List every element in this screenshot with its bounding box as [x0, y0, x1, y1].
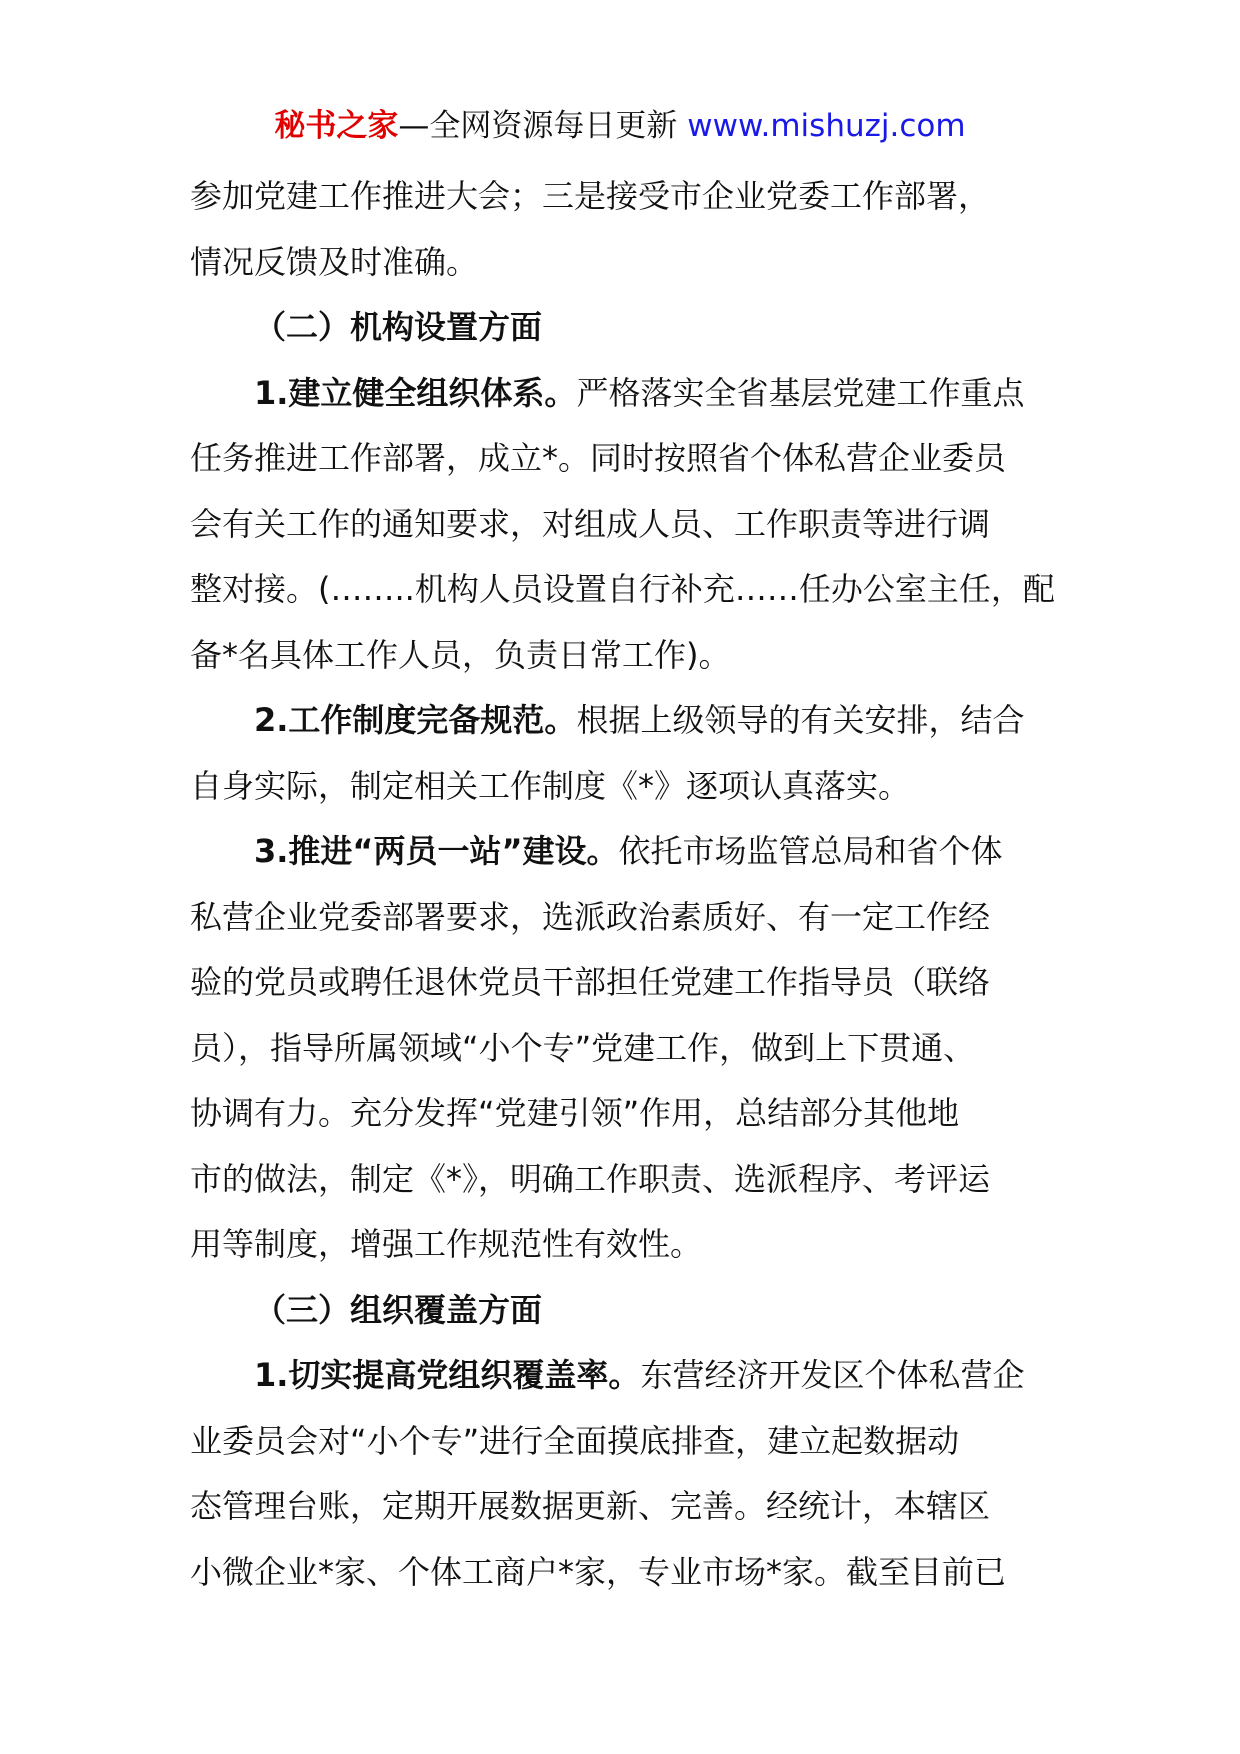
body-line	[190, 1081, 1060, 1147]
body-line	[190, 623, 1060, 689]
document-body	[190, 164, 1060, 1605]
line-text: 严格落实全省基层党建工作重点	[576, 373, 1025, 412]
site-url: www.mishuzj.com	[687, 108, 966, 144]
line-text: 任务推进工作部署，成立*。同时按照省个体私营企业委员	[190, 439, 1007, 477]
body-line	[190, 1016, 1060, 1082]
line-text: 情况反馈及时准确。	[190, 242, 479, 281]
line-text: 备*名具体工作人员，负责日常工作)。	[190, 635, 731, 674]
header-tagline: —全网资源每日更新	[398, 108, 688, 144]
brand-name: 秘书之家	[274, 108, 399, 144]
body-line	[190, 950, 1060, 1016]
body-line	[190, 688, 1060, 754]
heading-text: （二）机构设置方面	[254, 308, 543, 346]
line-text: 参加党建工作推进大会；三是接受市企业党委工作部署，	[190, 177, 991, 215]
body-line	[190, 885, 1060, 951]
body-line	[190, 1540, 1060, 1606]
body-line	[190, 1147, 1060, 1213]
line-text: 态管理台账，定期开展数据更新、完善。经统计，本辖区	[190, 1487, 991, 1525]
body-line	[190, 1343, 1060, 1409]
line-text: 整对接。(……..机构人员设置自行补充……任办公室主任，配	[190, 570, 1055, 608]
line-text: 员），指导所属领域“小个专”党建工作，做到上下贯通、	[190, 1028, 976, 1067]
item-title: 1.切实提高党组织覆盖率。	[254, 1356, 641, 1394]
line-text: 用等制度，增强工作规范性有效性。	[190, 1225, 703, 1263]
body-line	[190, 361, 1060, 427]
site-watermark-header	[0, 104, 1240, 148]
body-line	[190, 1212, 1060, 1278]
body-line	[190, 492, 1060, 558]
line-text: 会有关工作的通知要求，对组成人员、工作职责等进行调	[190, 504, 991, 543]
line-text: 业委员会对“小个专”进行全面摸底排查，建立起数据动	[190, 1421, 960, 1460]
body-line	[190, 1474, 1060, 1540]
line-text: 东营经济开发区个体私营企	[640, 1356, 1025, 1394]
line-text: 依托市场监管总局和省个体	[618, 832, 1003, 870]
item-title: 2.工作制度完备规范。	[254, 701, 577, 739]
line-text: 市的做法，制定《*》，明确工作职责、选派程序、考评运	[190, 1159, 991, 1198]
line-text: 根据上级领导的有关安排，结合	[576, 701, 1025, 739]
heading-text: （三）组织覆盖方面	[254, 1290, 543, 1329]
body-line	[190, 557, 1060, 623]
line-text: 私营企业党委部署要求，选派政治素质好、有一定工作经	[190, 897, 991, 936]
body-line	[190, 164, 1060, 230]
line-text: 验的党员或聘任退休党员干部担任党建工作指导员（联络	[190, 963, 991, 1001]
item-title: 3.推进“两员一站”建设。	[254, 832, 619, 870]
body-line	[190, 1409, 1060, 1475]
body-line	[190, 754, 1060, 820]
line-text: 小微企业*家、个体工商户*家，专业市场*家。截至目前已	[190, 1552, 1007, 1591]
section-heading	[190, 1278, 1060, 1344]
line-text: 协调有力。充分发挥“党建引领”作用，总结部分其他地	[190, 1094, 960, 1132]
body-line	[190, 426, 1060, 492]
body-line	[190, 819, 1060, 885]
body-line	[190, 230, 1060, 296]
line-text: 自身实际，制定相关工作制度《*》逐项认真落实。	[190, 766, 911, 805]
item-title: 1.建立健全组织体系。	[254, 373, 577, 412]
section-heading	[190, 295, 1060, 361]
